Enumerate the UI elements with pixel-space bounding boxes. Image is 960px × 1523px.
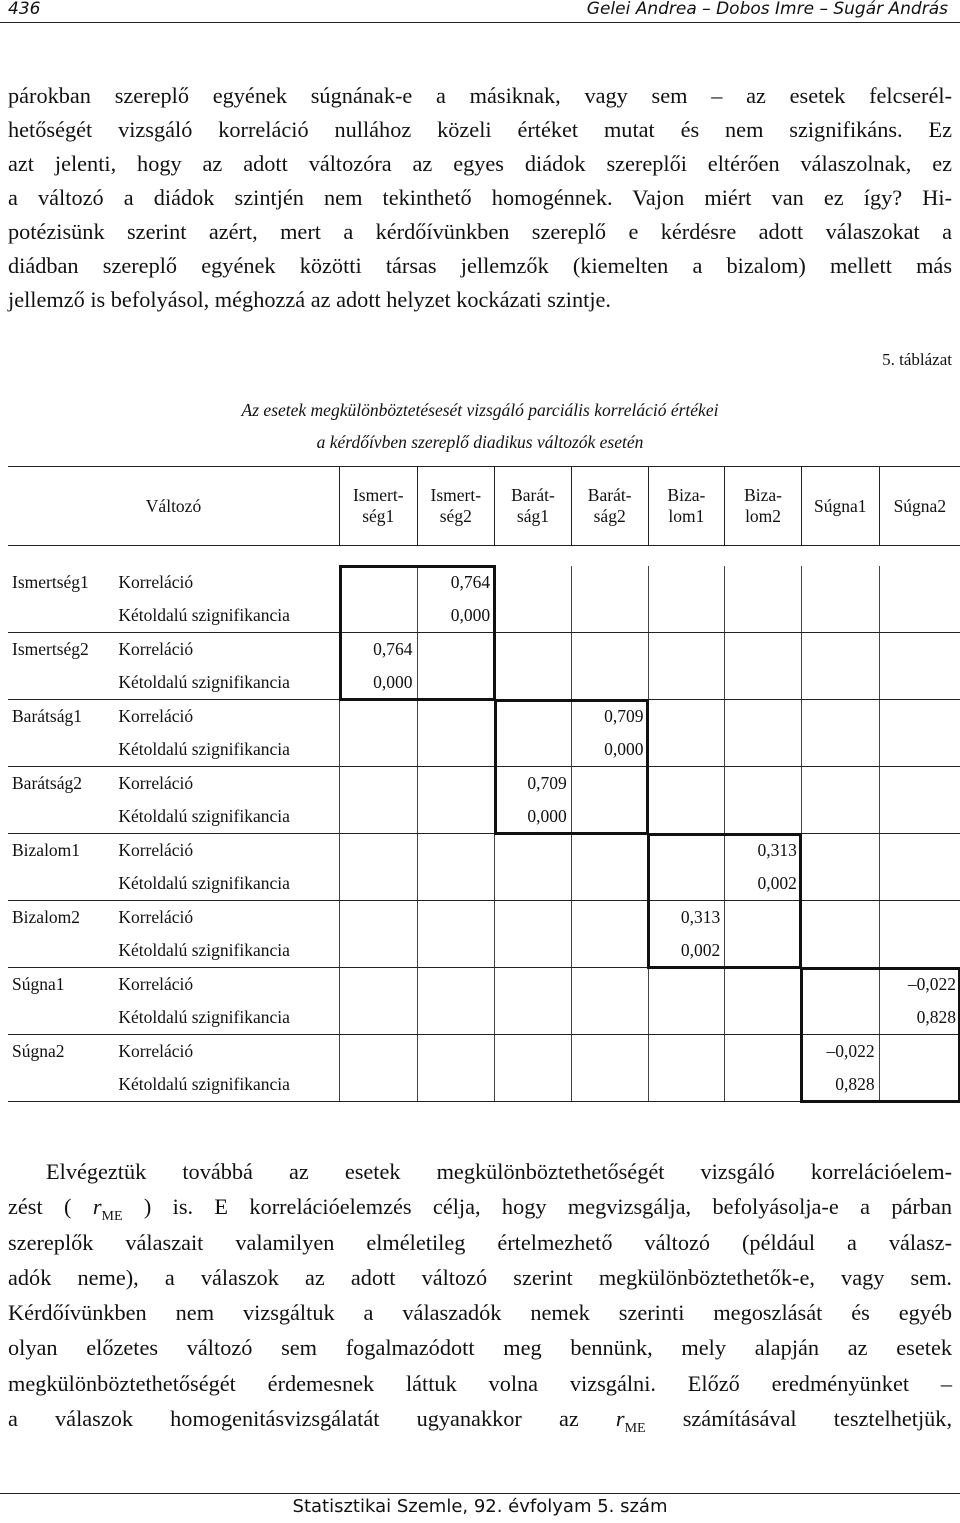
row-variable: Súgna1: [12, 974, 65, 994]
column-header: [648, 467, 725, 546]
column-header-text: Barát-: [587, 485, 632, 505]
row-statistic: Kétoldalú szignifikancia: [116, 800, 339, 834]
table-cell: [495, 599, 572, 633]
row-statistic: Kétoldalú szignifikancia: [116, 867, 339, 901]
table-cell: [495, 968, 572, 1002]
column-header-text: ség2: [439, 506, 472, 526]
table-cell: [879, 767, 960, 801]
table-cell: [879, 566, 960, 599]
column-header: [725, 467, 802, 546]
table-row: [8, 666, 960, 700]
running-header: [0, 0, 960, 23]
column-header-text: Súgna2: [893, 495, 947, 516]
table-cell: [725, 800, 802, 834]
row-variable: Súgna2: [12, 1041, 65, 1061]
table-cell: 0,764: [340, 633, 418, 667]
row-variable: Bizalom2: [12, 907, 81, 927]
journal-footer: [0, 1493, 960, 1517]
table-cell: [417, 901, 495, 935]
table-cell: 0,313: [725, 834, 802, 868]
row-variable: Barátság2: [12, 773, 82, 793]
table-cell: 0,000: [417, 599, 495, 633]
table-cell: [571, 566, 648, 599]
text-line: a változó a diádok szintjén nem tekinthető homogénnek. Vajon miért van ez így? Hi-: [8, 185, 952, 210]
table-cell: [879, 934, 960, 968]
table-row: [8, 800, 960, 834]
row-variable: [8, 867, 116, 901]
row-statistic: Korreláció: [116, 566, 339, 599]
table-row: [8, 733, 960, 767]
column-header: [801, 467, 879, 546]
journal-footer-text: Statisztikai Szemle, 92. évfolyam 5. szám: [292, 1496, 668, 1517]
table-row: [8, 834, 960, 868]
table-cell: [417, 1001, 495, 1035]
table-cell: [648, 633, 725, 667]
table-header-row: [8, 467, 960, 546]
table-cell: [801, 633, 879, 667]
table-cell: [725, 666, 802, 700]
column-header: [879, 467, 960, 546]
row-statistic: Korreláció: [116, 1035, 339, 1069]
table-cell: [648, 666, 725, 700]
table-cell: [495, 666, 572, 700]
table-cell: [340, 1035, 418, 1069]
row-statistic: Korreláció: [116, 700, 339, 734]
column-header-text: lom2: [745, 506, 782, 526]
table-cell: [571, 834, 648, 868]
table-cell: [495, 834, 572, 868]
table-cell: [648, 867, 725, 901]
correlation-table: [8, 466, 960, 1102]
table-row: [8, 566, 960, 599]
table-cell: 0,828: [801, 1068, 879, 1102]
row-statistic: Korreláció: [116, 633, 339, 667]
table-row: [8, 968, 960, 1002]
table-cell: [879, 1068, 960, 1102]
table-caption-line-2: a kérdőívben szereplő diadikus változók esetén: [316, 432, 644, 452]
column-header: [571, 467, 648, 546]
table-cell: [340, 700, 418, 734]
table-cell: [340, 901, 418, 935]
table-cell: [495, 1068, 572, 1102]
text-line: zést ( $r_{ME}$ ) is. E korrelációelemzés célja, hogy megvizsgálja, befolyásolja-e a párban: [8, 1194, 952, 1225]
column-header-text: ság2: [593, 506, 626, 526]
table-cell: [571, 767, 648, 801]
table-cell: [725, 767, 802, 801]
table-cell: [417, 800, 495, 834]
column-header-text: ság1: [516, 506, 549, 526]
running-header-authors: Gelei Andrea – Dobos Imre – Sugár András: [586, 0, 948, 19]
row-variable: [8, 934, 116, 968]
text-line: párokban szereplő egyének súgnának-e a másiknak, vagy sem – az esetek felcserél-: [8, 83, 952, 108]
table-cell: [648, 1001, 725, 1035]
row-variable: Bizalom1: [12, 840, 81, 860]
column-header: [417, 467, 495, 546]
table-cell: [879, 633, 960, 667]
row-statistic: Kétoldalú szignifikancia: [116, 733, 339, 767]
table-cell: [495, 1001, 572, 1035]
table-cell: [571, 934, 648, 968]
row-statistic: Kétoldalú szignifikancia: [116, 1001, 339, 1035]
table-cell: [801, 733, 879, 767]
table-cell: 0,709: [495, 767, 572, 801]
table-cell: [495, 901, 572, 935]
row-statistic: Korreláció: [116, 968, 339, 1002]
table-cell: [340, 733, 418, 767]
text-line: adók neme), a válaszok az adott változó szerint megkülönböztethetők-e, vagy sem.: [8, 1264, 952, 1290]
table-cell: [571, 666, 648, 700]
table-cell: [648, 599, 725, 633]
r-symbol: r: [615, 1406, 625, 1432]
table-cell: [417, 733, 495, 767]
table-cell: [879, 800, 960, 834]
text-line: diádban szereplő egyének közötti társas jellemzők (kiemelten a bizalom) mellett más: [8, 253, 952, 278]
text-line: a válaszok homogenitásvizsgálatát ugyanakkor az $r_{ME}$ számításával tesztelhetjük,: [8, 1406, 953, 1437]
table-cell: [725, 934, 802, 968]
table-cell: [801, 968, 879, 1002]
table-row: [8, 599, 960, 633]
column-header-text: Súgna1: [814, 495, 867, 516]
table-cell: [725, 1068, 802, 1102]
table-row: [8, 934, 960, 968]
table-cell: –0,022: [801, 1035, 879, 1069]
text-line: megkülönböztethetőségét érdemesnek láttuk volna vizsgálni. Előző eredményünket –: [8, 1370, 952, 1396]
paragraph-analysis: [8, 1154, 952, 1436]
table-cell: [417, 1035, 495, 1069]
table-cell: [417, 666, 495, 700]
r-subscript: ME: [624, 1421, 646, 1437]
text-line: hetőségét vizsgáló korreláció nullához közeli értéket mutat és nem szignifikáns. Ez: [8, 117, 952, 142]
page-number: 436: [8, 0, 41, 19]
table-cell: [801, 1001, 879, 1035]
table-cell: [648, 700, 725, 734]
table-caption-line-1: Az esetek megkülönböztetésesét vizsgáló parciális korreláció értékei: [241, 400, 719, 420]
table-cell: [340, 867, 418, 901]
table-cell: [801, 666, 879, 700]
table-cell: [801, 599, 879, 633]
text-line: azt jelenti, hogy az adott változóra az egyes diádok szereplői eltérően válaszolnak, ez: [8, 151, 952, 176]
table-cell: [340, 968, 418, 1002]
table-cell: [648, 1035, 725, 1069]
column-header: [495, 467, 572, 546]
table-cell: [571, 1001, 648, 1035]
table-cell: [571, 867, 648, 901]
column-header-text: Ismert-: [352, 485, 404, 505]
table-cell: 0,000: [495, 800, 572, 834]
table-cell: [495, 633, 572, 667]
table-cell: [801, 901, 879, 935]
table-cell: 0,000: [571, 733, 648, 767]
row-variable: [8, 1068, 116, 1102]
table-cell: [571, 1035, 648, 1069]
table-cell: [648, 800, 725, 834]
table-cell: [648, 733, 725, 767]
table-cell: [648, 566, 725, 599]
row-variable: [8, 800, 116, 834]
text-line: Elvégeztük továbbá az esetek megkülönböztethetőségét vizsgáló korrelációelem-: [46, 1159, 952, 1184]
row-variable: [8, 666, 116, 700]
table-cell: [801, 834, 879, 868]
row-variable: Barátság1: [12, 706, 82, 726]
text-line: potézisünk szerint azért, mert a kérdőívünkben szereplő e kérdésre adott válaszokat a: [8, 219, 952, 244]
table-cell: [801, 867, 879, 901]
table-cell: [725, 700, 802, 734]
column-header-text: lom1: [668, 506, 705, 526]
table-cell: –0,022: [879, 968, 960, 1002]
text-line: olyan előzetes változó sem fogalmazódott meg bennünk, mely alapján az esetek: [8, 1335, 952, 1361]
table-cell: [417, 834, 495, 868]
table-cell: 0,313: [648, 901, 725, 935]
table-cell: [340, 834, 418, 868]
table-cell: [571, 901, 648, 935]
table-row: [8, 1035, 960, 1069]
table-cell: [417, 767, 495, 801]
column-header-text: Ismert-: [430, 485, 482, 505]
table-cell: 0,764: [417, 566, 495, 599]
table-cell: [571, 599, 648, 633]
table-cell: [801, 767, 879, 801]
table-cell: [801, 934, 879, 968]
column-header-text: Biza-: [667, 485, 706, 505]
row-statistic: Kétoldalú szignifikancia: [116, 599, 339, 633]
row-statistic: Korreláció: [116, 901, 339, 935]
column-header-text: ség1: [362, 506, 395, 526]
row-variable: [8, 599, 116, 633]
row-statistic: Korreláció: [116, 767, 339, 801]
table-cell: [879, 834, 960, 868]
column-header-text: Biza-: [744, 485, 783, 505]
table-cell: [879, 867, 960, 901]
table-row: [8, 767, 960, 801]
table-cell: [495, 566, 572, 599]
table-cell: [571, 633, 648, 667]
row-variable: Ismertség1: [12, 572, 89, 592]
table-cell: [801, 700, 879, 734]
row-statistic: Kétoldalú szignifikancia: [116, 666, 339, 700]
paragraph-intro: [8, 79, 952, 317]
row-statistic: Kétoldalú szignifikancia: [116, 1068, 339, 1102]
table-cell: [417, 968, 495, 1002]
table-cell: [879, 733, 960, 767]
table-row: [8, 700, 960, 734]
table-cell: [725, 968, 802, 1002]
table-cell: [495, 934, 572, 968]
row-statistic: Kétoldalú szignifikancia: [116, 934, 339, 968]
table-cell: [648, 1068, 725, 1102]
table-cell: [571, 1068, 648, 1102]
table-row: [8, 901, 960, 935]
table-cell: [340, 800, 418, 834]
table-cell: [725, 1035, 802, 1069]
table-cell: [495, 867, 572, 901]
r-subscript: ME: [101, 1209, 123, 1225]
table-cell: [725, 1001, 802, 1035]
table-cell: [417, 934, 495, 968]
row-statistic: Korreláció: [116, 834, 339, 868]
table-cell: [879, 901, 960, 935]
table-cell: [725, 633, 802, 667]
table-cell: [340, 1001, 418, 1035]
table-cell: [495, 733, 572, 767]
table-row: [8, 1068, 960, 1102]
text-line: szereplők válaszait valamilyen elméletileg értelmezhető változó (például a válasz-: [8, 1229, 952, 1255]
table-cell: [648, 834, 725, 868]
table-cell: [340, 566, 418, 599]
table-cell: [879, 1035, 960, 1069]
table-cell: [801, 566, 879, 599]
r-symbol: r: [92, 1194, 102, 1220]
table-cell: [495, 700, 572, 734]
table-cell: [725, 566, 802, 599]
table-cell: [879, 666, 960, 700]
table-cell: [417, 633, 495, 667]
table-cell: 0,828: [879, 1001, 960, 1035]
table-cell: 0,709: [571, 700, 648, 734]
table-cell: 0,002: [725, 867, 802, 901]
row-variable: [8, 1001, 116, 1035]
column-header-variable: Változó: [8, 467, 340, 546]
table-cell: 0,000: [340, 666, 418, 700]
table-label: 5. táblázat: [882, 350, 952, 369]
column-header: [340, 467, 418, 546]
table-cell: [725, 901, 802, 935]
table-row: [8, 1001, 960, 1035]
table-row: [8, 867, 960, 901]
table-cell: [340, 599, 418, 633]
table-cell: [725, 599, 802, 633]
table-cell: [417, 1068, 495, 1102]
table-cell: [571, 800, 648, 834]
table-cell: [417, 700, 495, 734]
table-cell: [571, 968, 648, 1002]
row-variable: [8, 733, 116, 767]
text-line: jellemző is befolyásol, méghozzá az adott helyzet kockázati szintje.: [8, 287, 612, 312]
table-row: [8, 633, 960, 667]
table-cell: [648, 968, 725, 1002]
table-cell: [801, 800, 879, 834]
table-cell: [417, 867, 495, 901]
table-cell: [879, 700, 960, 734]
row-variable: Ismertség2: [12, 639, 89, 659]
table-cell: [495, 1035, 572, 1069]
table-cell: 0,002: [648, 934, 725, 968]
table-cell: [725, 733, 802, 767]
table-cell: [340, 934, 418, 968]
column-header-text: Barát-: [511, 485, 555, 505]
table-cell: [879, 599, 960, 633]
table-cell: [340, 1068, 418, 1102]
table-cell: [340, 767, 418, 801]
text-line: Kérdőívünkben nem vizsgáltuk a válaszadók nemek szerinti megoszlását és egyéb: [8, 1300, 952, 1326]
table-cell: [648, 767, 725, 801]
